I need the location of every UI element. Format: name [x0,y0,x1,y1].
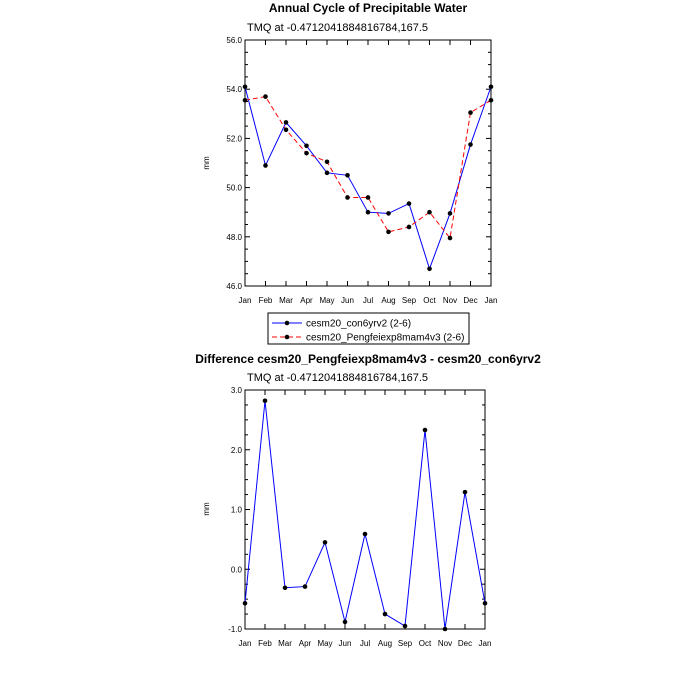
data-point-series2 [263,94,268,99]
chart2-subtitle: TMQ at -0.4712041884816784,167.5 [247,372,429,384]
data-point-series1 [325,171,330,176]
chart2-y-axis [228,386,485,634]
x-tick-label: Nov [437,639,453,648]
chart1-plot-frame [245,40,491,286]
x-tick-label: Nov [442,296,458,305]
x-tick-label: Feb [258,296,273,305]
x-tick-label: Dec [463,296,478,305]
y-tick-label: 48.0 [226,232,242,242]
data-point-series1 [243,601,248,606]
data-point-series1 [448,211,453,216]
x-tick-label: Dec [457,639,473,648]
x-tick-label: Jun [338,639,352,648]
data-point-series1 [366,210,371,215]
data-point-series2 [284,127,289,132]
legend-marker-series2 [285,335,290,340]
data-point-series1 [363,532,368,537]
y-tick-label: 1.0 [230,505,242,515]
y-tick-label: 52.0 [226,134,242,144]
legend-marker-series1 [285,321,290,326]
data-point-series1 [243,84,248,89]
x-tick-label: May [317,639,333,648]
x-tick-label: Jan [484,296,498,305]
data-point-series2 [243,98,248,103]
chart1-series-group [243,84,494,271]
x-tick-label: May [319,296,335,305]
chart2-plot-frame [245,390,485,629]
x-tick-label: Oct [423,296,436,305]
data-point-series1 [345,173,350,178]
data-point-series2 [468,110,473,115]
data-point-series2 [427,210,432,215]
x-tick-label: Jul [362,296,374,305]
data-point-series1 [263,163,268,168]
data-point-series1 [483,601,488,606]
chart1-title: Annual Cycle of Precipitable Water [268,1,468,15]
y-tick-label: 54.0 [226,85,242,95]
chart2-series-group [243,398,488,631]
x-tick-label: Apr [298,639,312,648]
data-point-series1 [463,490,468,495]
x-tick-label: Jun [341,296,354,305]
data-point-series2 [304,151,309,156]
data-point-series1 [468,142,473,147]
y-tick-label: 3.0 [230,386,242,395]
data-point-series1 [323,540,328,545]
y-tick-label: 50.0 [226,183,242,193]
data-point-series1 [263,398,268,403]
x-tick-label: Aug [377,639,393,648]
data-point-series2 [407,225,412,230]
data-point-series2 [386,230,391,235]
data-point-series1 [386,211,391,216]
y-tick-label: 0.0 [230,565,242,575]
chart2-x-axis [239,390,492,648]
x-tick-label: Jan [238,296,252,305]
data-point-series1 [383,612,388,617]
x-tick-label: Aug [381,296,396,305]
y-tick-label: 46.0 [226,282,242,291]
data-point-series1 [303,584,308,589]
data-point-series1 [489,84,494,89]
data-point-series1 [343,620,348,625]
data-point-series2 [448,236,453,241]
data-point-series1 [443,627,448,632]
y-tick-label: 56.0 [226,36,242,45]
chart1-y-axis-label: mm [202,156,211,170]
data-point-series1 [427,266,432,271]
data-point-series1 [423,428,428,433]
series-line-1 [245,87,491,269]
data-point-series1 [304,143,309,148]
chart2-y-axis-label: mm [202,502,211,516]
y-tick-label: -1.0 [228,625,242,634]
x-tick-label: Jul [359,639,371,648]
data-point-series2 [325,159,330,164]
legend-label-series1: cesm20_con6yrv2 (2-6) [306,318,412,330]
data-point-series1 [283,585,288,590]
x-tick-label: Feb [258,639,272,648]
x-tick-label: Apr [300,296,313,305]
series-line-2 [245,97,491,238]
data-point-series1 [403,624,408,629]
x-tick-label: Sep [397,639,413,648]
x-tick-label: Mar [279,296,293,305]
y-tick-label: 2.0 [230,445,242,455]
data-point-series2 [489,98,494,103]
x-tick-label: Oct [418,639,432,648]
chart1-subtitle: TMQ at -0.4712041884816784,167.5 [247,22,429,34]
x-tick-label: Sep [401,296,417,305]
chart1-legend [268,313,469,344]
x-tick-label: Jan [478,639,492,648]
data-point-series1 [407,201,412,206]
series-line-1 [245,401,485,629]
legend-label-series2: cesm20_Pengfeiexp8mam4v3 (2-6) [306,332,465,344]
chart2-title: Difference cesm20_Pengfeiexp8mam4v3 - cesm20_con6yrv2 [195,352,541,366]
x-tick-label: Mar [278,639,292,648]
data-point-series2 [345,195,350,200]
x-tick-label: Jan [238,639,252,648]
data-point-series2 [366,195,371,200]
data-point-series1 [284,120,289,125]
chart1-x-axis [239,40,498,305]
